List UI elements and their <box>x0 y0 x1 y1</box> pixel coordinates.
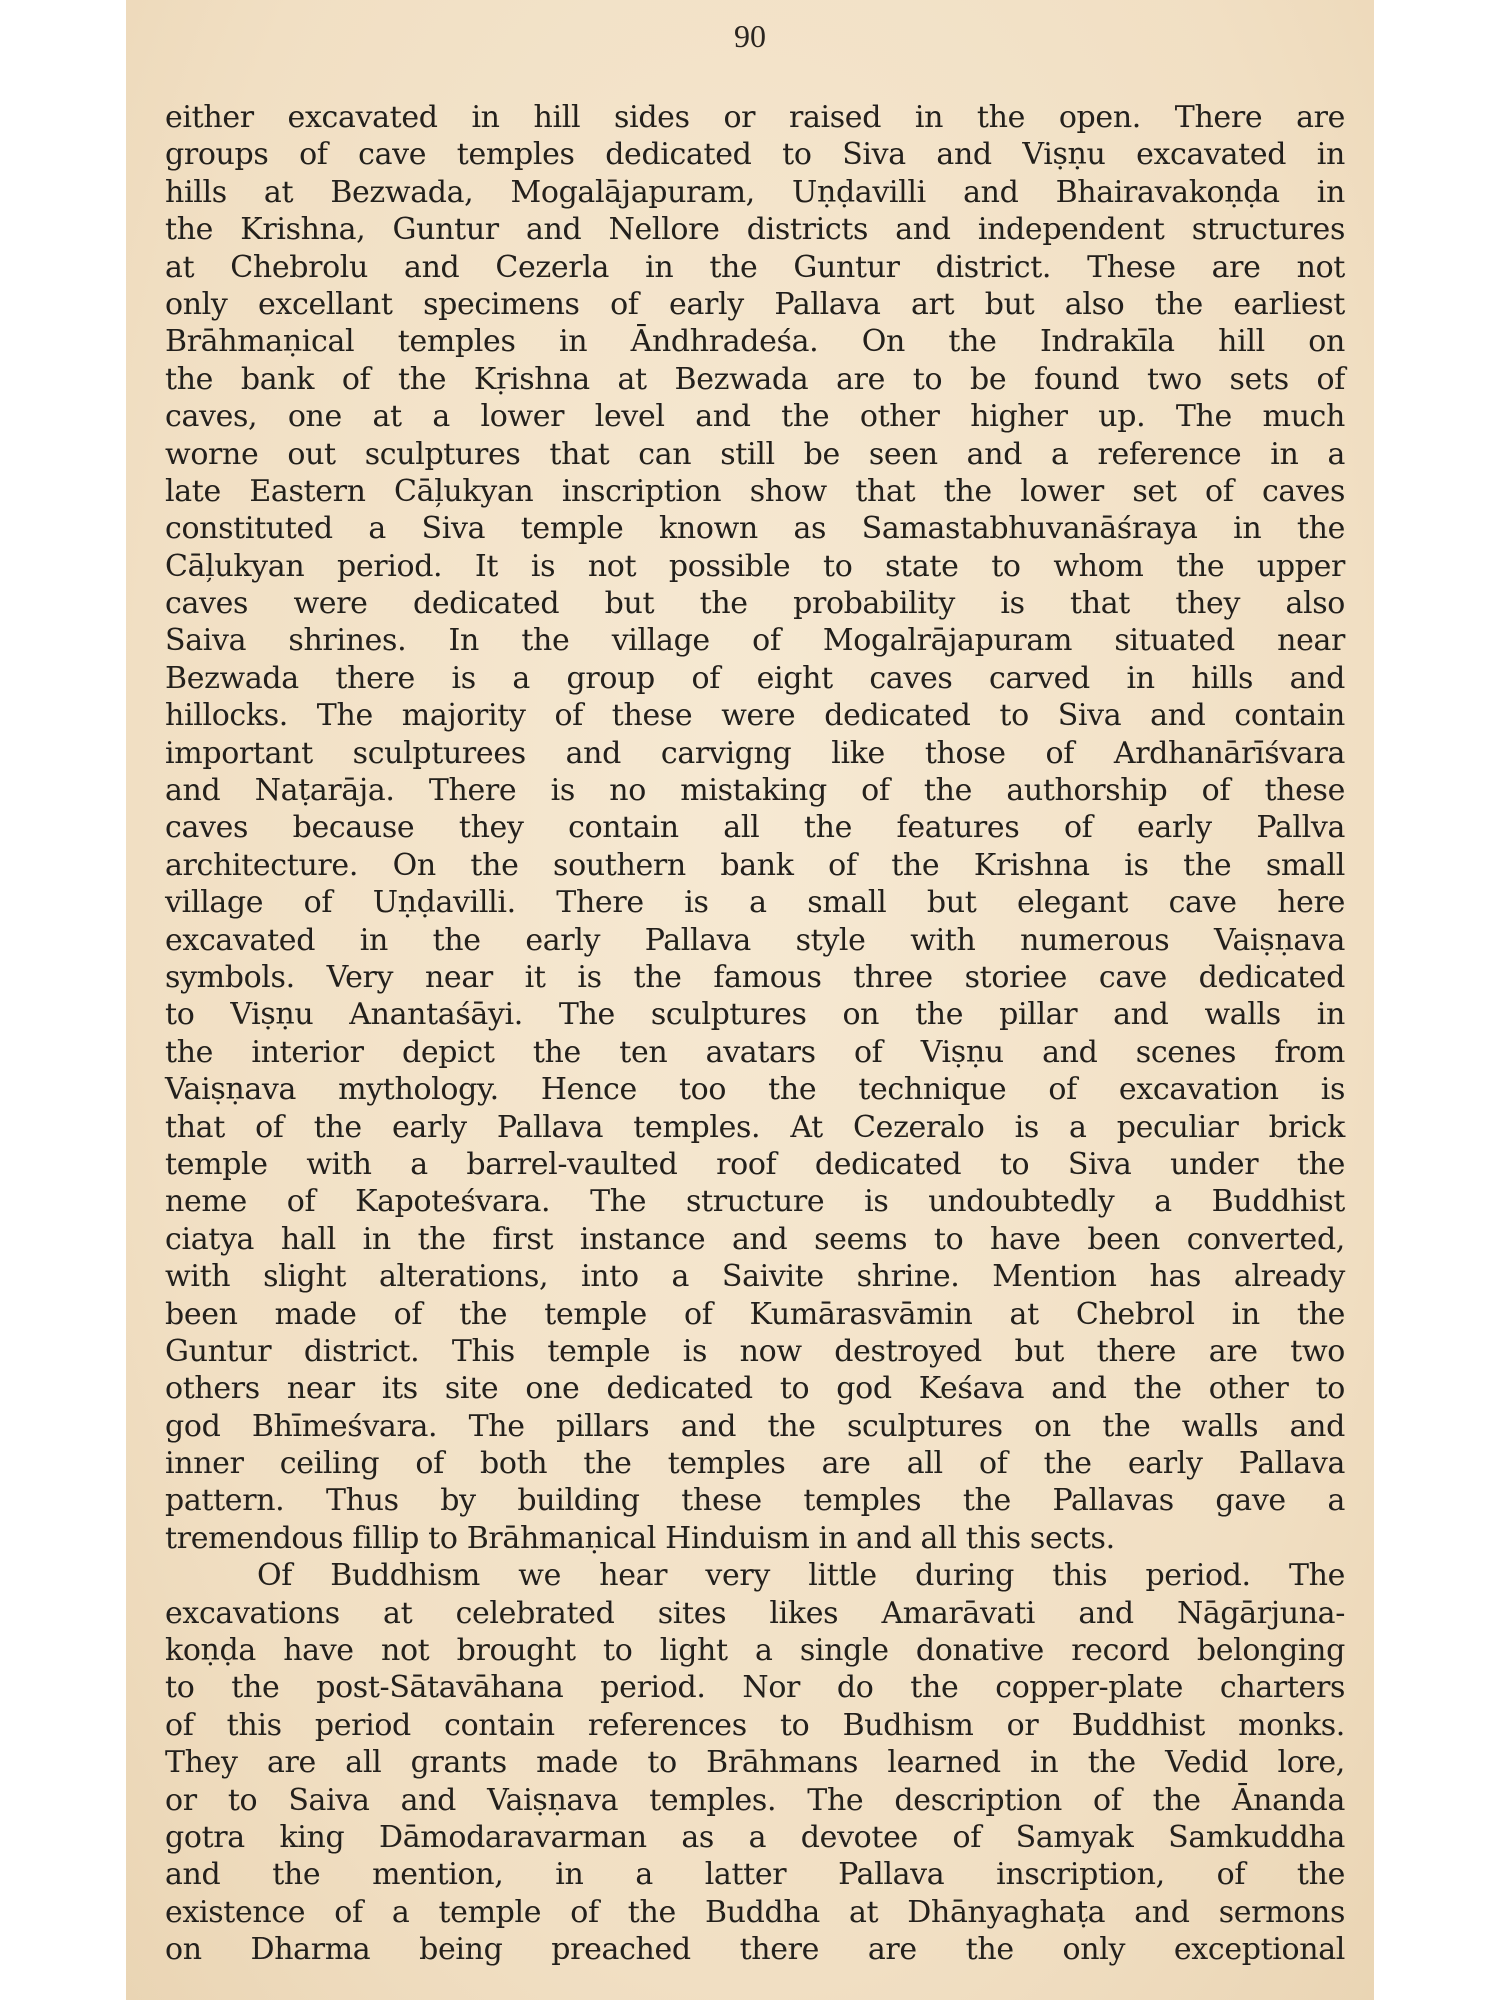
book-page <box>126 0 1374 2000</box>
text-line: Saiva shrines. In the village of Mogalrājapuram situated near <box>165 623 1345 659</box>
text-line: koṇḍa have not brought to light a single donative record belonging <box>165 1633 1345 1669</box>
text-line: excavations at celebrated sites likes Amarāvati and Nāgārjuna- <box>165 1595 1345 1631</box>
text-line: late Eastern Cāļukyan inscription show that the lower set of caves <box>165 473 1345 509</box>
text-line: excavated in the early Pallava style with numerous Vaiṣṇava <box>165 922 1345 958</box>
text-line: worne out sculptures that can still be seen and a reference in a <box>165 436 1345 472</box>
text-line: Cāļukyan period. It is not possible to state to whom the upper <box>165 548 1345 584</box>
text-line: Brāhmaṇical temples in Āndhradeśa. On the Indrakīla hill on <box>165 324 1345 360</box>
text-line: symbols. Very near it is the famous three storiee cave dedicated <box>165 959 1345 995</box>
text-line: to Viṣṇu Anantaśāyi. The sculptures on the pillar and walls in <box>165 997 1345 1033</box>
text-line: at Chebrolu and Cezerla in the Guntur district. These are not <box>165 249 1345 285</box>
text-line: Guntur district. This temple is now destroyed but there are two <box>165 1333 1345 1369</box>
paragraph-first-line: Of Buddhism we hear very little during this period. The <box>257 1558 1345 1594</box>
text-line: pattern. Thus by building these temples the Pallavas gave a <box>165 1483 1345 1519</box>
text-line: and Naṭarāja. There is no mistaking of the authorship of these <box>165 773 1345 809</box>
text-line: Vaiṣṇava mythology. Hence too the technique of excavation is <box>165 1072 1345 1108</box>
text-line: or to Saiva and Vaiṣṇava temples. The description of the Ānanda <box>165 1782 1345 1818</box>
text-line: gotra king Dāmodaravarman as a devotee of Samyak Samkuddha <box>165 1819 1345 1855</box>
text-line: only excellant specimens of early Pallava art but also the earliest <box>165 286 1345 322</box>
text-line: the Krishna, Guntur and Nellore districts and independent structures <box>165 212 1345 248</box>
text-line: and the mention, in a latter Pallava inscription, of the <box>165 1857 1345 1893</box>
text-line: with slight alterations, into a Saivite shrine. Mention has already <box>165 1259 1345 1295</box>
text-line: the bank of the Kṛishna at Bezwada are to be found two sets of <box>165 361 1345 397</box>
text-line: the interior depict the ten avatars of Viṣṇu and scenes from <box>165 1034 1345 1070</box>
text-line: hills at Bezwada, Mogalājapuram, Uṇḍavilli and Bhairavakoṇḍa in <box>165 174 1345 210</box>
text-line: to the post-Sātavāhana period. Nor do the copper-plate charters <box>165 1670 1345 1706</box>
text-line: village of Uṇḍavilli. There is a small but elegant cave here <box>165 885 1345 921</box>
text-line: tremendous fillip to Brāhmaṇical Hinduism in and all this sects. <box>165 1520 1115 1556</box>
text-line: others near its site one dedicated to god Keśava and the other to <box>165 1371 1345 1407</box>
text-line: on Dharma being preached there are the only exceptional <box>165 1932 1345 1968</box>
text-line: ciatya hall in the first instance and seems to have been converted, <box>165 1221 1345 1257</box>
text-line: caves, one at a lower level and the other higher up. The much <box>165 399 1345 435</box>
text-line: temple with a barrel-vaulted roof dedicated to Siva under the <box>165 1146 1345 1182</box>
text-line: constituted a Siva temple known as Samastabhuvanāśraya in the <box>165 511 1345 547</box>
text-line: Bezwada there is a group of eight caves carved in hills and <box>165 660 1345 696</box>
text-line: They are all grants made to Brāhmans learned in the Vedid lore, <box>165 1745 1345 1781</box>
text-line: existence of a temple of the Buddha at Dhānyaghaṭa and sermons <box>165 1894 1345 1930</box>
text-line: hillocks. The majority of these were dedicated to Siva and contain <box>165 698 1345 734</box>
text-line: god Bhīmeśvara. The pillars and the sculptures on the walls and <box>165 1408 1345 1444</box>
text-line: either excavated in hill sides or raised in the open. There are <box>165 100 1345 135</box>
text-line: inner ceiling of both the temples are all of the early Pallava <box>165 1446 1345 1482</box>
page-number: 90 <box>734 18 766 54</box>
text-line: caves were dedicated but the probability is that they also <box>165 586 1345 622</box>
text-line: neme of Kapoteśvara. The structure is undoubtedly a Buddhist <box>165 1184 1345 1220</box>
text-line: of this period contain references to Budhism or Buddhist monks. <box>165 1707 1345 1743</box>
text-line: groups of cave temples dedicated to Siva and Viṣṇu excavated in <box>165 137 1345 173</box>
text-line: that of the early Pallava temples. At Cezeralo is a peculiar brick <box>165 1109 1345 1145</box>
text-line: architecture. On the southern bank of the Krishna is the small <box>165 847 1345 883</box>
text-line: important sculpturees and carvigng like those of Ardhanārīśvara <box>165 735 1345 771</box>
text-line: been made of the temple of Kumārasvāmin at Chebrol in the <box>165 1296 1345 1332</box>
page-body-text <box>165 99 1345 1969</box>
text-line: caves because they contain all the features of early Pallva <box>165 810 1345 846</box>
